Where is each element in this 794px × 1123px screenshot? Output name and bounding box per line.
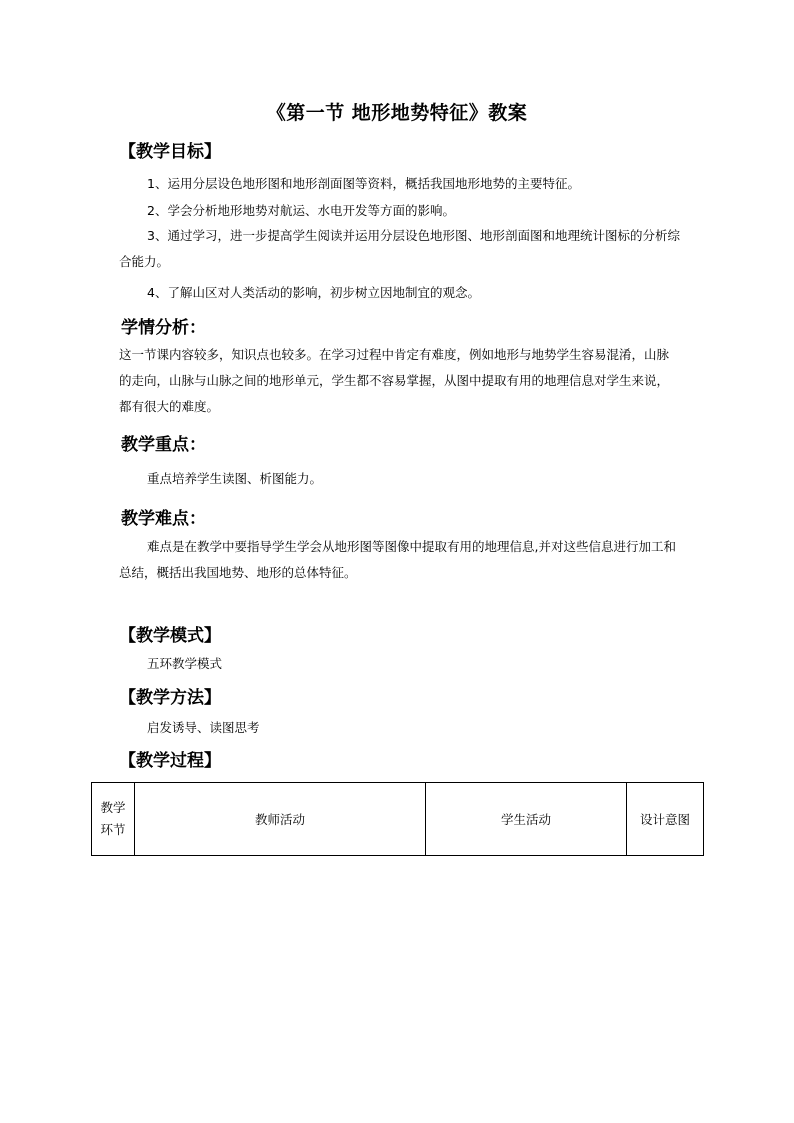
- document-title: 《第一节 地形地势特征》教案: [266, 102, 528, 124]
- mode-text: 五环教学模式: [147, 656, 223, 671]
- process-table: [91, 782, 704, 856]
- analysis-text: 这一节课内容较多，知识点也较多。在学习过程中肯定有难度，例如地形与地势学生容易混淆，山脉的走向，山脉与山脉之间的地形单元，学生都不容易掌握，从图中提取有用的地理信息对学生来说，都有很大的难度。: [119, 347, 670, 414]
- difficulties-text: 难点是在教学中要指导学生学会从地形图等图像中提取有用的地理信息,并对这些信息进行加工和总结，概括出我国地势、地形的总体特征。: [119, 539, 676, 580]
- objective-item-2: 2、学会分析地形地势对航运、水电开发等方面的影响。: [147, 203, 455, 218]
- method-text: 启发诱导、读图思考: [147, 720, 260, 735]
- objective-item-3: 3、通过学习，进一步提高学生阅读并运用分层设色地形图、地形剖面图和地理统计图标的分析综合能力。: [119, 228, 680, 269]
- header-teacher-activity: 教师活动: [135, 783, 426, 856]
- objective-item-1: 1、运用分层设色地形图和地形剖面图等资料，概括我国地形地势的主要特征。: [147, 176, 580, 191]
- analysis-heading: 学情分析：: [121, 318, 206, 338]
- header-stage: [92, 783, 135, 856]
- objective-item-4: 4、了解山区对人类活动的影响，初步树立因地制宜的观念。: [147, 285, 480, 300]
- key-points-heading: 教学重点：: [121, 435, 206, 455]
- process-heading: 【教学过程】: [119, 751, 221, 771]
- mode-heading: 【教学模式】: [119, 626, 221, 646]
- header-stage-line1: 教学: [100, 800, 126, 815]
- header-design-intent: 设计意图: [627, 783, 704, 856]
- objectives-heading: 【教学目标】: [119, 142, 221, 162]
- header-stage-line2: 环节: [100, 822, 126, 837]
- key-points-text: 重点培养学生读图、析图能力。: [147, 471, 323, 486]
- difficulties-heading: 教学难点：: [121, 509, 206, 529]
- table-header-row: [92, 783, 704, 856]
- header-student-activity: 学生活动: [426, 783, 627, 856]
- method-heading: 【教学方法】: [119, 688, 221, 708]
